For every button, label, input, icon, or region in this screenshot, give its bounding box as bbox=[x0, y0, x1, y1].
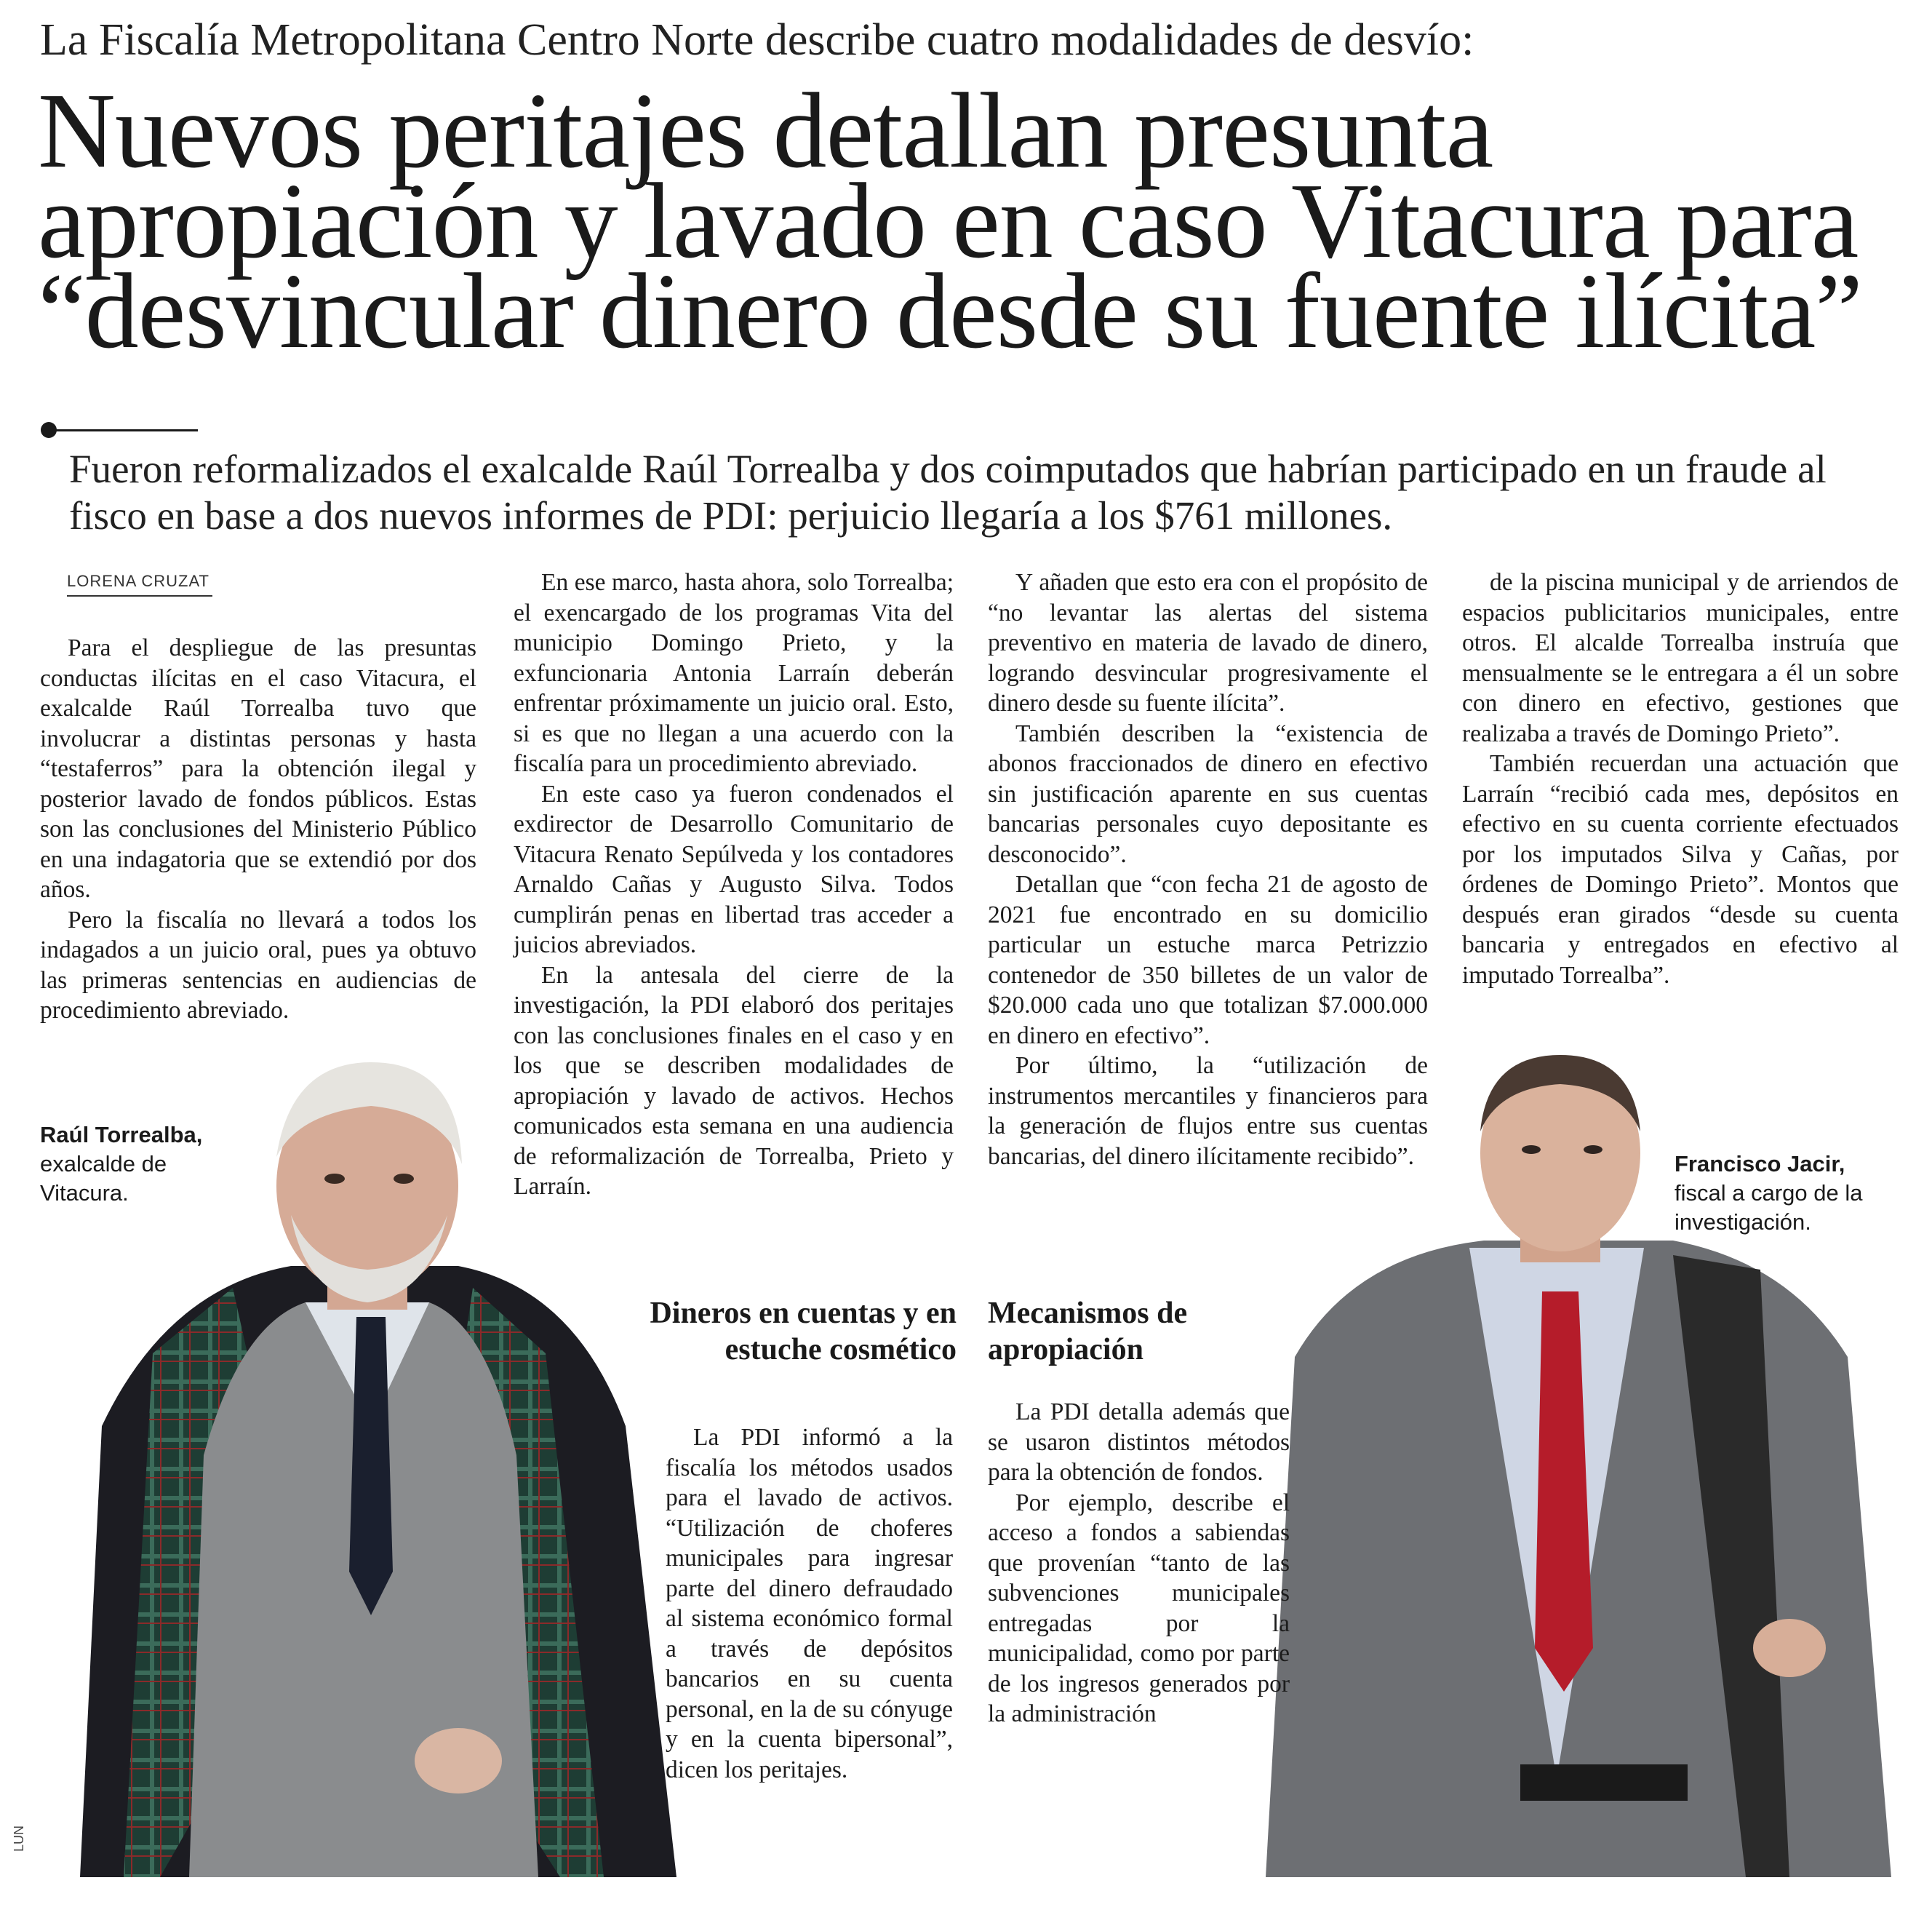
col2-paragraph-2: En este caso ya fueron condenados el exdirector de Desarrollo Comunitario de Vitacura Renato Sepúlveda y los contadores Arnaldo Cañas y Augusto Silva. Todos cumplirán penas en libertad tras acceder a juicios abreviados. bbox=[514, 780, 954, 958]
section-1-paragraph: La PDI informó a la fiscalía los métodos usados para el lavado de activos. “Utilización de choferes municipales para ingresar parte del dinero defraudado al sistema económico formal a través de depósitos bancarios en su cuenta personal, en la de su cónyuge y en la cuenta bipersonal”, dicen los peritajes. bbox=[666, 1424, 953, 1783]
col3-paragraph-2: También describen la “existencia de abonos fraccionados de dinero en efectivo sin justificación aparente en sus cuentas bancarias personales cuyo depositante es desconocido”. bbox=[988, 720, 1428, 868]
deck: Fueron reformalizados el exalcalde Raúl Torrealba y dos coimputados que habrían participado en un fraude al fisco en base a dos nuevos informes de PDI: perjuicio llegaría a los $761 millones. bbox=[69, 447, 1827, 538]
col2-paragraph-1: En ese marco, hasta ahora, solo Torrealba; el exencargado de los programas Vita del municipio Domingo Prieto, y la exfuncionaria Antonia Larraín deberán enfrentar próximamente un juicio oral. Esto, si es que no llegan a una acuerdo con la fiscalía para un procedimiento abreviado. bbox=[514, 569, 954, 777]
headline bbox=[38, 71, 1915, 371]
caption-francisco-jacir bbox=[1674, 1150, 1915, 1237]
col4-paragraph-2: También recuerdan una actuación que Larraín “recibió cada mes, depósitos en efectivo en su cuenta corriente efectuados por los imputados Silva y Cañas, por órdenes de Domingo Prieto”. Montos que después eran girados “desde su cuenta bancaria y entregados en efectivo al imputado Torrealba”. bbox=[1462, 750, 1899, 989]
section-2-paragraph-2: Por ejemplo, describe el acceso a fondos a sabiendas que provenían “tanto de las subvenciones municipales entregadas por la municipalidad, como por parte de los ingresos generados por la administración bbox=[988, 1489, 1290, 1727]
caption-2-role: fiscal a cargo de la investigación. bbox=[1674, 1180, 1863, 1235]
section-1-title: Dineros en cuentas y en estuche cosmético bbox=[650, 1297, 957, 1366]
col3-paragraph-1: Y añaden que esto era con el propósito de “no levantar las alertas del sistema preventivo en materia de lavado de dinero, logrando desvincular progresivamente el dinero desde su fuente ilícita”. bbox=[988, 569, 1428, 717]
column-4 bbox=[1462, 568, 1899, 990]
caption-2-name: Francisco Jacir, bbox=[1674, 1151, 1845, 1177]
section-1-body bbox=[666, 1422, 953, 1785]
col3-paragraph-3: Detallan que “con fecha 21 de agosto de 2021 fue encontrado en su domicilio particular un estuche marca Petrizzio contenedor de 350 billetes de un valor de $20.000 cada uno que totalizan $7.000.000 en dinero en efectivo”. bbox=[988, 871, 1428, 1049]
caption-raul-torrealba bbox=[40, 1120, 258, 1208]
section-2-title: Mecanismos de apropiación bbox=[988, 1297, 1188, 1366]
col2-paragraph-3: En la antesala del cierre de la investigación, la PDI elaboró dos peritajes con las conclusiones finales en el caso y en los que se describen modalidades de apropiación y lavado de activos. Hechos comunicados esta semana en una audiencia de reformalización de Torrealba, Prieto y Larraín. bbox=[514, 961, 954, 1200]
side-credit: LUN bbox=[12, 1825, 26, 1852]
caption-1-name: Raúl Torrealba, bbox=[40, 1122, 203, 1147]
headline-line-2: apropiación y lavado en caso Vitacura para bbox=[38, 162, 1859, 281]
section-2-paragraph-1: La PDI detalla además que se usaron distintos métodos para la obtención de fondos. bbox=[988, 1398, 1290, 1486]
headline-line-3: “desvincular dinero desde su fuente ilícita” bbox=[38, 252, 1862, 371]
caption-1-role: exalcalde de Vitacura. bbox=[40, 1151, 167, 1206]
byline: LORENA CRUZAT bbox=[67, 572, 212, 597]
kicker: La Fiscalía Metropolitana Centro Norte describe cuatro modalidades de desvío: bbox=[40, 15, 1474, 65]
col4-paragraph-1: de la piscina municipal y de arriendos de espacios publicitarios municipales, entre otros. El alcalde Torrealba instruía que mensualmente se le entregara a él un sobre con dinero en efectivo, gestiones que realizaba a través de Domingo Prieto”. bbox=[1462, 569, 1899, 747]
section-2-body bbox=[988, 1397, 1290, 1729]
rule-line bbox=[48, 429, 198, 431]
col1-paragraph-2: Pero la fiscalía no llevará a todos los indagados a un juicio oral, pues ya obtuvo las primeras sentencias en audiencias de procedimiento abreviado. bbox=[40, 906, 476, 1024]
col1-paragraph-1: Para el despliegue de las presuntas conductas ilícitas en el caso Vitacura, el exalcalde Raúl Torrealba tuvo que involucrar a distintas personas y hasta “testaferros” para la obtención ilegal y posterior lavado de fondos públicos. Estas son las conclusiones del Ministerio Público en una indagatoria que se extendió por dos años. bbox=[40, 634, 476, 903]
headline-line-1: Nuevos peritajes detallan presunta bbox=[38, 71, 1493, 191]
col3-paragraph-4: Por último, la “utilización de instrumentos mercantiles y financieros para la generación de flujos entre sus cuentas bancarias, del dinero ilícitamente recibido”. bbox=[988, 1052, 1428, 1170]
column-1 bbox=[40, 633, 476, 1026]
